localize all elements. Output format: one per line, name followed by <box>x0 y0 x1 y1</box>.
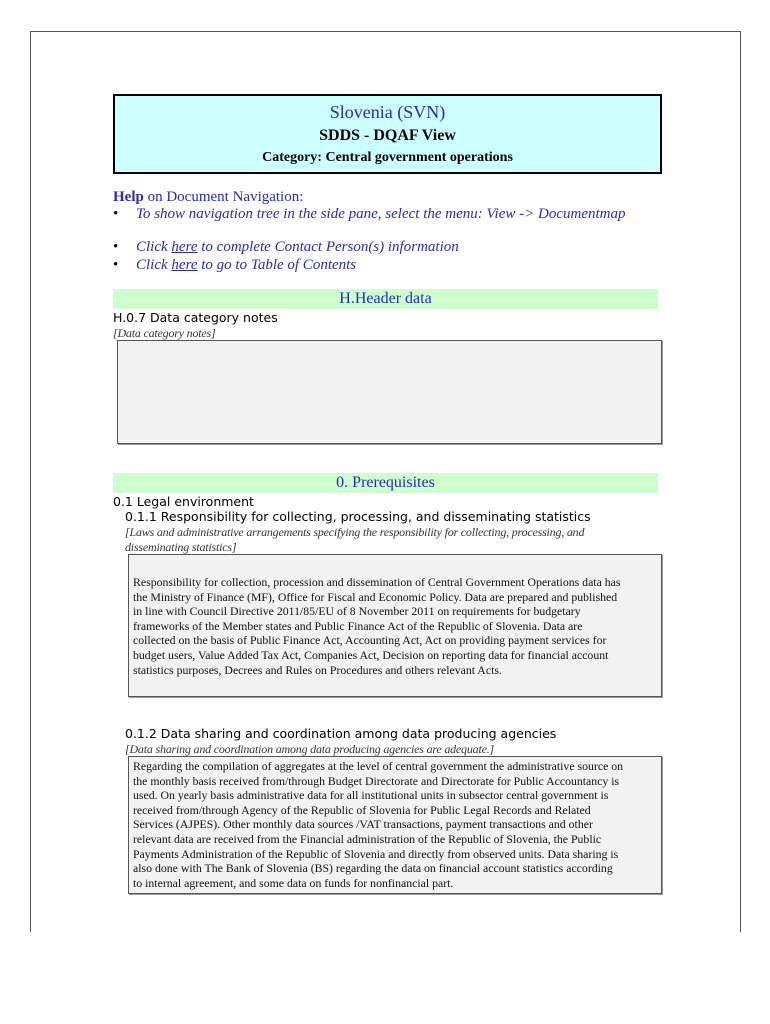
s012-line: received from/through Agency of the Republic of Slovenia for Public Legal Records and Related <box>133 802 591 817</box>
help-bullet-navigation <box>113 206 625 223</box>
country-title: Slovenia (SVN) <box>329 102 446 122</box>
s011-line: frameworks of the Member states and Public Finance Act of the Republic of Slovenia. Data are <box>133 618 583 633</box>
s011-line: budget users, Value Added Tax Act, Companies Act, Decision on reporting data for financial account <box>133 647 609 662</box>
s011-title: 0.1.1 Responsibility for collecting, processing, and disseminating statistics <box>125 509 591 524</box>
h07-content-box[interactable] <box>117 340 662 444</box>
s012-line: to internal agreement, and some data on funds for nonfinancial part. <box>133 875 454 890</box>
h07-note: [Data category notes] <box>113 326 216 340</box>
bullet-text: to go to Table of Contents <box>197 257 357 273</box>
s011-note-line1: [Laws and administrative arrangements specifying the responsibility for collecting, processing, and <box>125 525 585 539</box>
s011-line: the Ministry of Finance (MF), Office for Fiscal and Economic Policy. Data are prepared and published <box>133 589 618 604</box>
bullet-icon: • <box>113 206 119 222</box>
s011-note-line2: disseminating statistics] <box>125 540 237 554</box>
help-rest: on Document Navigation: <box>143 189 304 205</box>
s011-line: in line with Council Directive 2011/85/EU of 8 November 2011 on requirements for budgetary <box>133 604 581 619</box>
bullet-icon: • <box>113 239 119 255</box>
help-heading <box>113 189 303 206</box>
s012-line: also done with The Bank of Slovenia (BS) regarding the data on financial account statistics according <box>133 861 613 876</box>
help-bullet-toc <box>113 257 356 274</box>
view-title: SDDS - DQAF View <box>319 127 456 144</box>
s012-line: the monthly basis received from/through Budget Directorate and Directorate for Public Accountancy is <box>133 773 620 788</box>
bullet-icon: • <box>113 257 119 273</box>
toc-here-link[interactable]: here <box>171 257 198 273</box>
bullet-text: Click <box>136 239 172 255</box>
s012-line: Services (AJPES). Other monthly data sources /VAT transactions, payment transactions and other <box>133 817 593 832</box>
s011-line: statistics purposes, Decrees and Rules on Procedures and others relevant Acts. <box>133 662 502 677</box>
document-page <box>30 31 741 932</box>
contact-here-link[interactable]: here <box>171 239 198 255</box>
bullet-text: To show navigation tree in the side pane, select the menu: View -> Documentmap <box>136 206 626 222</box>
s012-content-box[interactable] <box>128 756 662 894</box>
s011-line: collected on the basis of Public Finance Act, Accounting Act, Act on providing payment services for <box>133 633 607 648</box>
s012-line: relevant data are received from the Financial administration of the Republic of Slovenia, the Public <box>133 831 602 846</box>
section-prerequisites: 0. Prerequisites <box>113 473 658 493</box>
s011-content-box[interactable] <box>128 554 662 697</box>
h07-title: H.0.7 Data category notes <box>113 310 278 325</box>
s012-line: Payments Administration of the Republic of Slovenia and directly from observed units. Data sharing is <box>133 846 619 861</box>
s012-line: Regarding the compilation of aggregates at the level of central government the administrative source on <box>133 759 624 773</box>
title-box <box>113 94 662 174</box>
help-label: Help <box>113 189 144 205</box>
bullet-text: to complete Contact Person(s) information <box>197 239 459 255</box>
s012-title: 0.1.2 Data sharing and coordination among data producing agencies <box>125 726 557 741</box>
category-title: Category: Central government operations <box>262 150 513 165</box>
help-bullet-contact <box>113 239 459 256</box>
s01-title: 0.1 Legal environment <box>113 494 254 509</box>
s012-note: [Data sharing and coordination among data producing agencies are adequate.] <box>125 742 494 756</box>
s011-line: Responsibility for collection, procession and dissemination of Central Government Operations data has <box>133 575 621 589</box>
s012-line: used. On yearly basis administrative data for all institutional units in subsector central government is <box>133 788 609 803</box>
bullet-text: Click <box>136 257 172 273</box>
section-header-data: H.Header data <box>113 289 658 309</box>
